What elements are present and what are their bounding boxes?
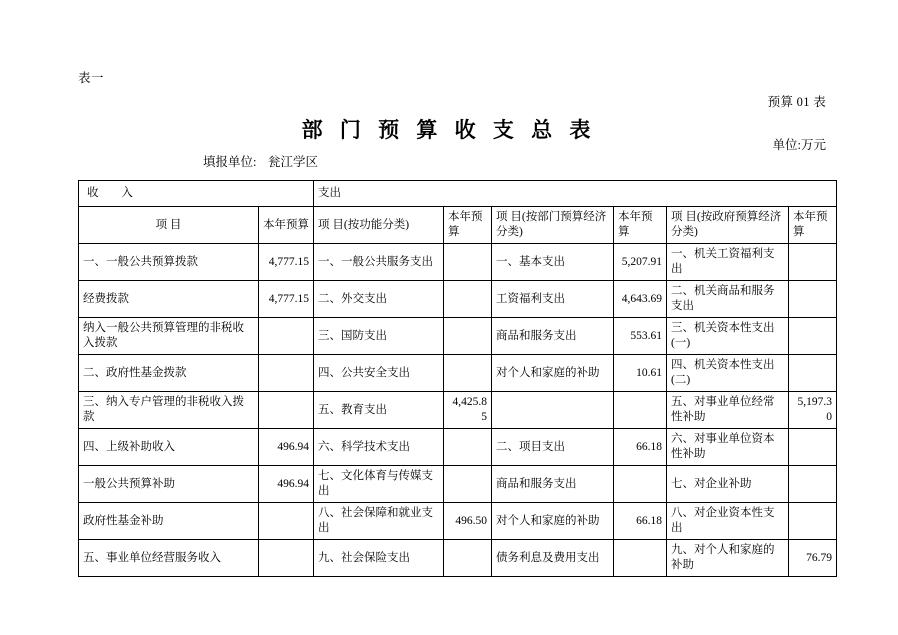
dept-item-name [492, 392, 614, 429]
func-item-value [444, 281, 492, 318]
table-row [79, 318, 837, 355]
table-row [79, 503, 837, 540]
func-item-name: 七、文化体育与传媒支出 [314, 466, 444, 503]
header-income-group [79, 181, 314, 207]
func-item-value: 4,425.85 [444, 392, 492, 429]
table-header-row-2 [79, 207, 837, 244]
func-item-value [444, 466, 492, 503]
func-item-value: 496.50 [444, 503, 492, 540]
header-gov-econ-item: 项 目(按政府预算经济分类) [667, 207, 789, 244]
dept-item-value: 4,643.69 [614, 281, 667, 318]
header-income-item: 项 目 [79, 207, 259, 244]
gov-item-value: 76.79 [789, 540, 837, 577]
income-item-name: 二、政府性基金拨款 [79, 355, 259, 392]
header-gov-econ-year: 本年预算 [789, 207, 837, 244]
income-item-value: 4,777.15 [259, 244, 314, 281]
func-item-name: 二、外交支出 [314, 281, 444, 318]
func-item-name: 九、社会保险支出 [314, 540, 444, 577]
dept-item-value [614, 392, 667, 429]
header-expense-group: 支出 [314, 181, 837, 207]
income-item-value [259, 355, 314, 392]
dept-item-value [614, 540, 667, 577]
filler-value: 瓮江学区 [268, 155, 319, 169]
table-row [79, 281, 837, 318]
form-code: 预算 01 表 [767, 95, 826, 109]
gov-item-value [789, 281, 837, 318]
func-item-name: 五、教育支出 [314, 392, 444, 429]
func-item-name: 四、公共安全支出 [314, 355, 444, 392]
dept-item-name: 商品和服务支出 [492, 466, 614, 503]
gov-item-value [789, 355, 837, 392]
gov-item-value [789, 503, 837, 540]
table-row [79, 392, 837, 429]
gov-item-value: 5,197.30 [789, 392, 837, 429]
income-item-value: 496.94 [259, 429, 314, 466]
income-item-value: 4,777.15 [259, 281, 314, 318]
income-item-name: 纳入一般公共预算管理的非税收入拨款 [79, 318, 259, 355]
income-item-value [259, 318, 314, 355]
dept-item-value: 66.18 [614, 503, 667, 540]
filler-label: 填报单位: [203, 155, 257, 169]
gov-item-value [789, 244, 837, 281]
income-item-name: 一、一般公共预算拨款 [79, 244, 259, 281]
gov-item-name: 三、机关资本性支出(一) [667, 318, 789, 355]
dept-item-value: 5,207.91 [614, 244, 667, 281]
header-income-group-label: 收 入 [87, 187, 143, 199]
gov-item-name: 一、机关工资福利支出 [667, 244, 789, 281]
gov-item-name: 五、对事业单位经常性补助 [667, 392, 789, 429]
income-item-value [259, 392, 314, 429]
func-item-name: 六、科学技术支出 [314, 429, 444, 466]
func-item-value [444, 318, 492, 355]
income-item-name: 一般公共预算补助 [79, 466, 259, 503]
gov-item-value [789, 466, 837, 503]
func-item-name: 三、国防支出 [314, 318, 444, 355]
gov-item-value [789, 318, 837, 355]
table-row [79, 355, 837, 392]
gov-item-name: 七、对企业补助 [667, 466, 789, 503]
gov-item-name: 八、对企业资本性支出 [667, 503, 789, 540]
table-row [79, 540, 837, 577]
gov-item-value [789, 429, 837, 466]
func-item-name: 八、社会保障和就业支出 [314, 503, 444, 540]
income-item-name: 政府性基金补助 [79, 503, 259, 540]
gov-item-name: 四、机关资本性支出(二) [667, 355, 789, 392]
table-label: 表一 [78, 71, 105, 85]
income-item-value [259, 540, 314, 577]
table-row [79, 466, 837, 503]
unit-row [78, 138, 826, 184]
dept-item-name: 一、基本支出 [492, 244, 614, 281]
gov-item-name: 二、机关商品和服务支出 [667, 281, 789, 318]
func-item-value [444, 244, 492, 281]
gov-item-name: 九、对个人和家庭的补助 [667, 540, 789, 577]
header-income-year: 本年预算 [259, 207, 314, 244]
func-item-value [444, 429, 492, 466]
income-item-name: 四、上级补助收入 [79, 429, 259, 466]
income-item-name: 经费拨款 [79, 281, 259, 318]
func-item-name: 一、一般公共服务支出 [314, 244, 444, 281]
dept-item-name: 工资福利支出 [492, 281, 614, 318]
table-row [79, 429, 837, 466]
unit-note: 单位:万元 [772, 138, 826, 152]
dept-item-name: 对个人和家庭的补助 [492, 503, 614, 540]
dept-item-name: 商品和服务支出 [492, 318, 614, 355]
header-dept-econ-item: 项 目(按部门预算经济分类) [492, 207, 614, 244]
table-row [79, 244, 837, 281]
func-item-value [444, 540, 492, 577]
dept-item-value [614, 466, 667, 503]
header-dept-econ-year: 本年预算 [614, 207, 667, 244]
income-item-value: 496.94 [259, 466, 314, 503]
dept-item-name: 二、项目支出 [492, 429, 614, 466]
dept-item-name: 对个人和家庭的补助 [492, 355, 614, 392]
gov-item-name: 六、对事业单位资本性补助 [667, 429, 789, 466]
dept-item-value: 553.61 [614, 318, 667, 355]
header-func-item: 项 目(按功能分类) [314, 207, 444, 244]
table-header-row-1 [79, 181, 837, 207]
income-item-value [259, 503, 314, 540]
budget-table [78, 180, 837, 577]
page-title: 部 门 预 算 收 支 总 表 [301, 118, 597, 142]
dept-item-name: 债务利息及费用支出 [492, 540, 614, 577]
header-func-year: 本年预算 [444, 207, 492, 244]
income-item-name: 五、事业单位经营服务收入 [79, 540, 259, 577]
income-item-name: 三、纳入专户管理的非税收入拨款 [79, 392, 259, 429]
dept-item-value: 10.61 [614, 355, 667, 392]
func-item-value [444, 355, 492, 392]
dept-item-value: 66.18 [614, 429, 667, 466]
